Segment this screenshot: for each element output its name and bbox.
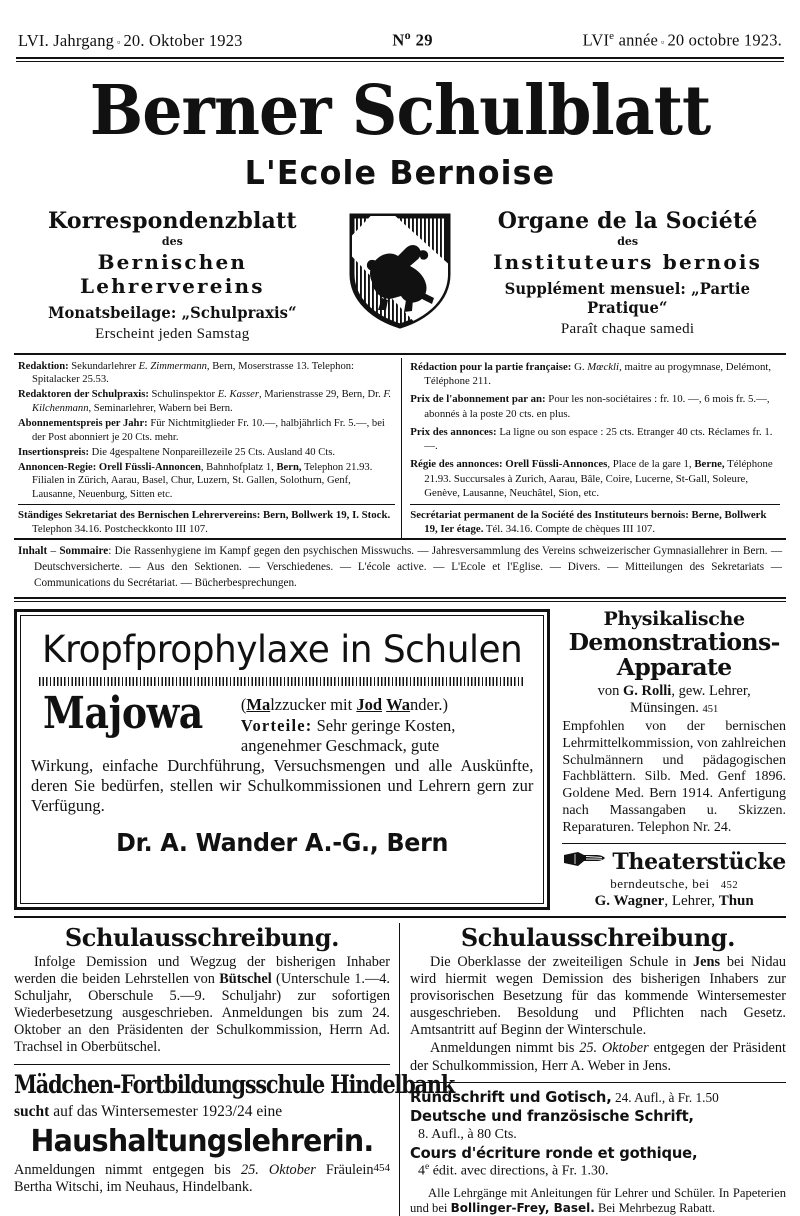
ad-supplier: von G. Rolli, gew. Lehrer, Münsingen. 451 (597, 682, 751, 716)
bullet-separator-fr: ▫ (661, 36, 665, 47)
korrespondenzblatt-line: Korrespondenzblatt (48, 207, 297, 234)
header-divider (16, 57, 784, 62)
imprint-block (14, 353, 786, 540)
issue-volume-fr (583, 30, 782, 51)
imprint-item-insertion: Insertionspreis: Die 4gespaltene Nonpareillezeile 25 Cts. Ausland 40 Cts. (18, 446, 335, 458)
ad-position-title: Haushaltungslehrerin. (30, 1123, 374, 1159)
bullet-separator: ▫ (117, 36, 121, 47)
imprint-label: Prix de l'abonnement par an: (410, 393, 546, 406)
masthead-subtitles (14, 208, 786, 343)
issue-date-fr: 20 octobre 1923. (667, 30, 782, 50)
imprint-french (402, 358, 786, 539)
ad-product-subtitle: (Malzzucker mit Jod Wander.) (240, 695, 449, 715)
notice-divider (14, 1064, 390, 1065)
imprint-german (14, 358, 402, 539)
brand-name-majowa: Majowa (43, 688, 203, 740)
ad-supplier: G. Wagner, Lehrer, Thun (594, 892, 754, 909)
volume-label-fr: LVI (582, 30, 610, 50)
masthead-column-fr (469, 208, 786, 338)
instituteurs-line: Instituteurs bernois (493, 249, 763, 274)
contents-label-de: Inhalt (18, 545, 48, 558)
ad-body-text: Empfohlen von der bernischen Lehrmittelkommission, von zahlreichen Schulmännern und pädagogischen Fachblättern. Silb. Med. Genf 1896. Goldene Med. Bern 1914. Anfertigung nach Massangaben u. Skizzen. Reparaturen. Telephon Nr. 24. (562, 718, 786, 835)
masthead-column-de (14, 208, 331, 343)
imprint-label: Régie des annonces: (410, 458, 503, 471)
ad-title-line1: Physikalische (603, 608, 745, 631)
imprint-separator-de (18, 504, 395, 505)
imprint-item-redaction-fr: Rédaction pour la partie française: G. Mœckli, maitre au progymnase, Delémont, Téléphone 211. (410, 360, 772, 388)
notice-place-name: Bütschel (219, 970, 272, 987)
ad-brand-row (31, 688, 533, 756)
ad-body-text: Wirkung, einfache Durchführung, Versuchsmengen und alle Auskünfte, deren Sie bedürfen, stellen wir Schulkommissionen und Lehrern gern zur Verfügung. (31, 756, 534, 816)
issue-header (14, 28, 786, 57)
notices-region (14, 916, 786, 1216)
annee-label: année (618, 30, 659, 50)
ad-title-line3: Apparate (616, 652, 732, 681)
notice-column-right (400, 923, 786, 1216)
book-item-2: Deutsche und französische Schrift, (410, 1107, 694, 1126)
imprint-label: Annoncen-Regie: (18, 461, 97, 473)
imprint-label: Rédaction pour la partie française: (410, 360, 572, 373)
lehrerverein-line: Bernischen Lehrervereins (79, 249, 265, 298)
imprint-item-prix-abonnement: Prix de l'abonnement par an: Pour les non-sociétaires : fr. 10. —, 6 mois fr. 5.—, abonnés à la poste 20 cts. en plus. (410, 393, 770, 420)
issue-number-sup: o (404, 28, 412, 42)
issue-volume-de (18, 31, 243, 51)
imprint-label: Insertionspreis: (18, 446, 90, 458)
monatsbeilage-line: Monatsbeilage: „Schulpraxis“ (48, 302, 297, 322)
supplement-line: Supplément mensuel: „Partie Pratique“ (504, 278, 751, 317)
imprint-item-redaktion: Redaktion: Sekundarlehrer E. Zimmermann, Bern, Moserstrasse 13. Telephon: Spitalacker 25.53. (18, 360, 354, 386)
volume-label-de: LVI. Jahrgang (18, 30, 115, 50)
ad-title: Theaterstücke (612, 848, 786, 875)
contents-divider (14, 597, 786, 602)
imprint-separator-fr (410, 504, 780, 505)
organe-line: Organe de la Société (497, 207, 758, 234)
notice-place-name: Jens (693, 953, 721, 970)
imprint-label: Redaktion: (18, 360, 69, 372)
volume-sup-fr: e (609, 30, 615, 42)
contents-list: Die Rassenhygiene im Kampf gegen den psychischen Misswuchs. — Jahresversammlung des Vereins schweizerischer Gymnasiallehrer in Bern. — Deutschversicherte. — Aus den Sektionen. — Verschiedenes. — L'école active. — L'Ecole et l'Eglise. — Divers. — Mitteilungen des Sekretariats — Communications du Secrétariat. — Bücherbesprechungen. (34, 545, 783, 589)
ad-reference-number: 451 (702, 703, 719, 715)
ad-headline: Kropfprophylaxe in Schulen (42, 628, 523, 672)
ad-company-signature: Dr. A. Wander A.-G., Bern (116, 828, 449, 858)
imprint-item-prix-annonces: Prix des annonces: La ligne ou son espace : 25 cts. Etranger 40 cts. Réclames fr. 1.—. (410, 425, 773, 453)
notice-body: Die Oberklasse der zweiteiligen Schule in Jens bei Nidau wird hiermit wegen Demission des bisherigen Inhabers zur provisorischen Besetzung für das kommende Wintersemester ausgeschrieben. Besoldung und Pflichten nach Gesetz. Amtsantritt auf Beginn der Winterschule. (410, 953, 786, 1039)
book-item-3: Cours d'écriture ronde et gothique, (410, 1143, 698, 1162)
notice-body-second: Anmeldungen nimmt bis 25. Oktober entgegen der Präsident der Schulkommission, Herr A. Weber in Jens. (410, 1040, 787, 1074)
publisher-name: Bollinger-Frey, Basel. (450, 1201, 595, 1216)
contents-label-fr: Sommaire (59, 545, 109, 558)
masthead-title-fr: L'Ecole Bernoise (244, 152, 556, 192)
decorative-rule (39, 677, 525, 686)
sidebar-divider (562, 843, 786, 844)
notice-divider (410, 1082, 786, 1083)
imprint-secretariat-fr: Secrétariat permanent de la Société des Instituteurs bernois: Berne, Bollwerk 19, Ier étage. Tél. 34.16. Compte de chèques III 107. (410, 508, 767, 535)
contents-block (14, 539, 786, 595)
des-word-de: des (161, 234, 183, 248)
ad-theaterstuecke[interactable] (562, 849, 786, 910)
notice-title: Schulausschreibung. (64, 922, 340, 952)
erscheint-line: Erscheint jeden Samstag (95, 325, 250, 342)
notice-column-left (14, 922, 455, 1216)
ad-benefits-intro: Vorteile: Sehr geringe Kosten, angenehmer Geschmack, gute (240, 716, 456, 756)
imprint-item-abonnement: Abonnementspreis per Jahr: Für Nichtmitglieder Fr. 10.—, halbjährlich Fr. 5.—, bei der Post abonniert je 20 Cts. mehr. (18, 418, 385, 443)
ad-subtitle: berndeutsche, bei 452 (610, 875, 739, 891)
ad-intro-line: sucht auf das Wintersemester 1923/24 eine (14, 1102, 283, 1120)
imprint-label: Redaktoren der Schulpraxis: (18, 389, 149, 401)
issue-number-block (392, 28, 433, 51)
issue-date-de: 20. Oktober 1923 (123, 30, 243, 50)
contents-text: Inhalt – Sommaire: Die Rassenhygiene im Kampf gegen den psychischen Misswuchs. — Jahresversammlung des Vereins schweizerischer Gymnasiallehrer in Bern. — Deutschversicherte. — Aus den Sektionen. — Verschiedenes. — L'école active. — L'Ecole et l'Eglise. — Divers. — Mitteilungen des Sekretariats — Communications du Secrétariat. — Bücherbesprechungen. (18, 545, 783, 589)
ad-title-line2: Demonstrations- (568, 627, 780, 656)
des-word-fr: des (617, 234, 639, 248)
imprint-item-regie-fr: Régie des annonces: Orell Füssli-Annonces, Place de la gare 1, Berne, Téléphone 21.93. Succursales à Zurich, Aarau, Bâle, Coire, Lucerne, St-Gall, Soleure, Genève, Lausanne, Neuchâtel, Sion, etc. (410, 458, 773, 500)
ad-contact-line: 454 Anmeldungen nimmt entgegen bis 25. Oktober Fräulein Bertha Witschi, im Neuhaus, Hindelbank. (14, 1161, 390, 1195)
ad-reference-number: 452 (720, 879, 739, 891)
issue-number-prefix: N (392, 30, 405, 50)
pointing-hand-icon (562, 849, 606, 874)
ad-kropfprophylaxe[interactable] (14, 609, 550, 909)
ad-hindelbank[interactable] (14, 1069, 455, 1196)
ad-reference-number: 454 (373, 1161, 390, 1174)
advertisement-region (14, 609, 786, 909)
book-item-1: Rundschrift und Gotisch, 24. Aufl., à Fr. 1.50 (410, 1087, 719, 1106)
book-item-2-detail: 8. Aufl., à 80 Cts. (418, 1127, 517, 1143)
book-ad-footer: Alle Lehrgänge mit Anleitungen für Lehrer und Schüler. In Papeterien und bei Bollinger-Frey, Basel. Bei Mehrbezug Rabatt. (410, 1186, 786, 1216)
imprint-item-redaktoren: Redaktoren der Schulpraxis: Schulinspektor E. Kasser, Marienstrasse 29, Bern, Dr. F. Kilchenmann, Seminarlehrer, Wabern bei Bern. (18, 389, 392, 415)
notice-title: Schulausschreibung. (460, 922, 736, 952)
imprint-label: Prix des annonces: (410, 425, 497, 438)
imprint-secretariat-de: Ständiges Sekretariat des Bernischen Lehrervereins: Bern, Bollwerk 19, I. Stock. Telephon 34.16. Postcheckkonto III 107. (18, 509, 391, 536)
ad-physikalische-apparate[interactable] (562, 609, 786, 836)
coat-of-arms-icon (331, 208, 470, 330)
imprint-label: Abonnementspreis per Jahr: (18, 418, 148, 430)
masthead-title-de: Berner Schulblatt (89, 70, 711, 151)
ad-sidebar-column (550, 609, 786, 909)
imprint-item-annoncen: Annoncen-Regie: Orell Füssli-Annoncen, Bahnhofplatz 1, Bern, Telephon 21.93. Filialen in Zürich, Aarau, Basel, Chur, Luzern, St. Gallen, Solothurn, Genf, Lausanne, Neuenburg, Sitten etc. (18, 461, 373, 500)
ad-title: Mädchen-Fortbildungsschule Hindelbank (14, 1069, 455, 1099)
issue-number-value: 29 (415, 30, 433, 50)
ad-books[interactable] (410, 1088, 786, 1216)
book-item-3-detail: 4e édit. avec directions, à Fr. 1.30. (418, 1162, 609, 1179)
notice-body: Infolge Demission und Wegzug der bisherigen Inhaber werden die beiden Lehrstellen von Bütschel (Unterschule 1.—4. Schuljahr, Oberschule 5.—9. Schuljahr) zur sofortigen Wiederbesetzung ausgeschrieben. Anmeldungen bis zum 24. Oktober an den Präsidenten der Schulkommission, Herrn Ad. Trachsel in Oberbütschel. (14, 953, 390, 1056)
parait-line: Paraît chaque samedi (560, 320, 695, 337)
